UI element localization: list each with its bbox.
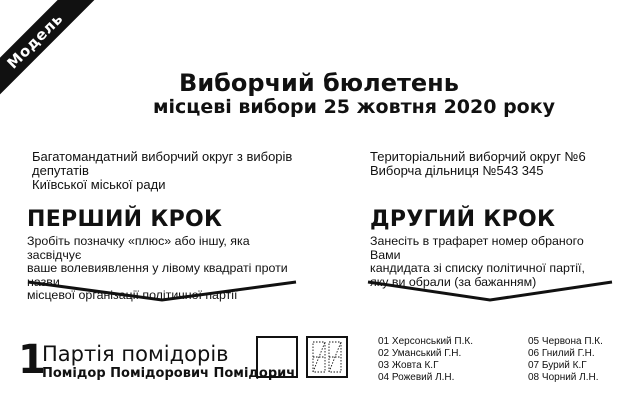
party-name: Партія помідорів bbox=[42, 342, 229, 366]
candidate-item: 04 Рожевий Л.Н. bbox=[378, 372, 455, 383]
candidate-item: 08 Чорний Л.Н. bbox=[528, 372, 599, 383]
step-two bbox=[370, 208, 610, 289]
candidate-item: 05 Червона П.К. bbox=[528, 336, 603, 347]
candidate-item: 06 Гнилий Г.Н. bbox=[528, 348, 595, 359]
step-one-arrow bbox=[28, 280, 296, 304]
candidate-number-stencil[interactable] bbox=[306, 336, 348, 378]
district-info-right-line1: Територіальний виборчий округ №6 bbox=[370, 149, 586, 164]
candidate-item: 07 Бурий К.Г bbox=[528, 360, 587, 371]
party-leader: Помідор Помідорович Помідорич bbox=[42, 366, 296, 381]
district-info-left-line1: Багатомандатний виборчий округ з виборів депутатів bbox=[32, 149, 293, 178]
district-info-left bbox=[32, 150, 352, 192]
step-one-line3: місцевої організації політичної партії bbox=[27, 288, 238, 302]
candidate-item: 03 Жовта К.Г bbox=[378, 360, 439, 371]
step-two-line3: яку ви обрали (за бажанням) bbox=[370, 274, 537, 289]
step-two-arrow bbox=[368, 280, 612, 304]
vote-checkbox[interactable] bbox=[256, 336, 298, 378]
candidate-item: 02 Уманський Г.Н. bbox=[378, 348, 462, 359]
district-info-right-line2: Виборча дільниця №543 345 bbox=[370, 163, 544, 178]
model-ribbon: Модель bbox=[0, 0, 97, 103]
step-one-title: ПЕРШИЙ КРОК bbox=[27, 207, 223, 232]
ballot-subtitle: місцеві вибори 25 жовтня 2020 року bbox=[152, 96, 556, 118]
step-two-line2: кандидата зі списку політичної партії, bbox=[370, 261, 585, 275]
candidate-list-left bbox=[378, 336, 473, 384]
district-info-left-line2: Київської міської ради bbox=[32, 177, 166, 192]
candidate-item: 01 Херсонський П.К. bbox=[378, 336, 473, 347]
step-one-line2: ваше волевиявлення у лівому квадраті проти назви bbox=[27, 261, 288, 289]
step-two-line1: Занесіть в трафарет номер обраного Вами bbox=[370, 234, 584, 262]
step-one-line1: Зробіть позначку «плюс» або іншу, яка засвідчує bbox=[27, 234, 250, 262]
candidate-list-right bbox=[528, 336, 603, 384]
stencil-grid-icon bbox=[308, 338, 346, 376]
ballot-title: Виборчий бюлетень bbox=[179, 69, 459, 97]
step-two-title: ДРУГИЙ КРОК bbox=[370, 207, 556, 232]
party-number: 1 bbox=[18, 337, 46, 383]
district-info-right bbox=[370, 150, 620, 178]
